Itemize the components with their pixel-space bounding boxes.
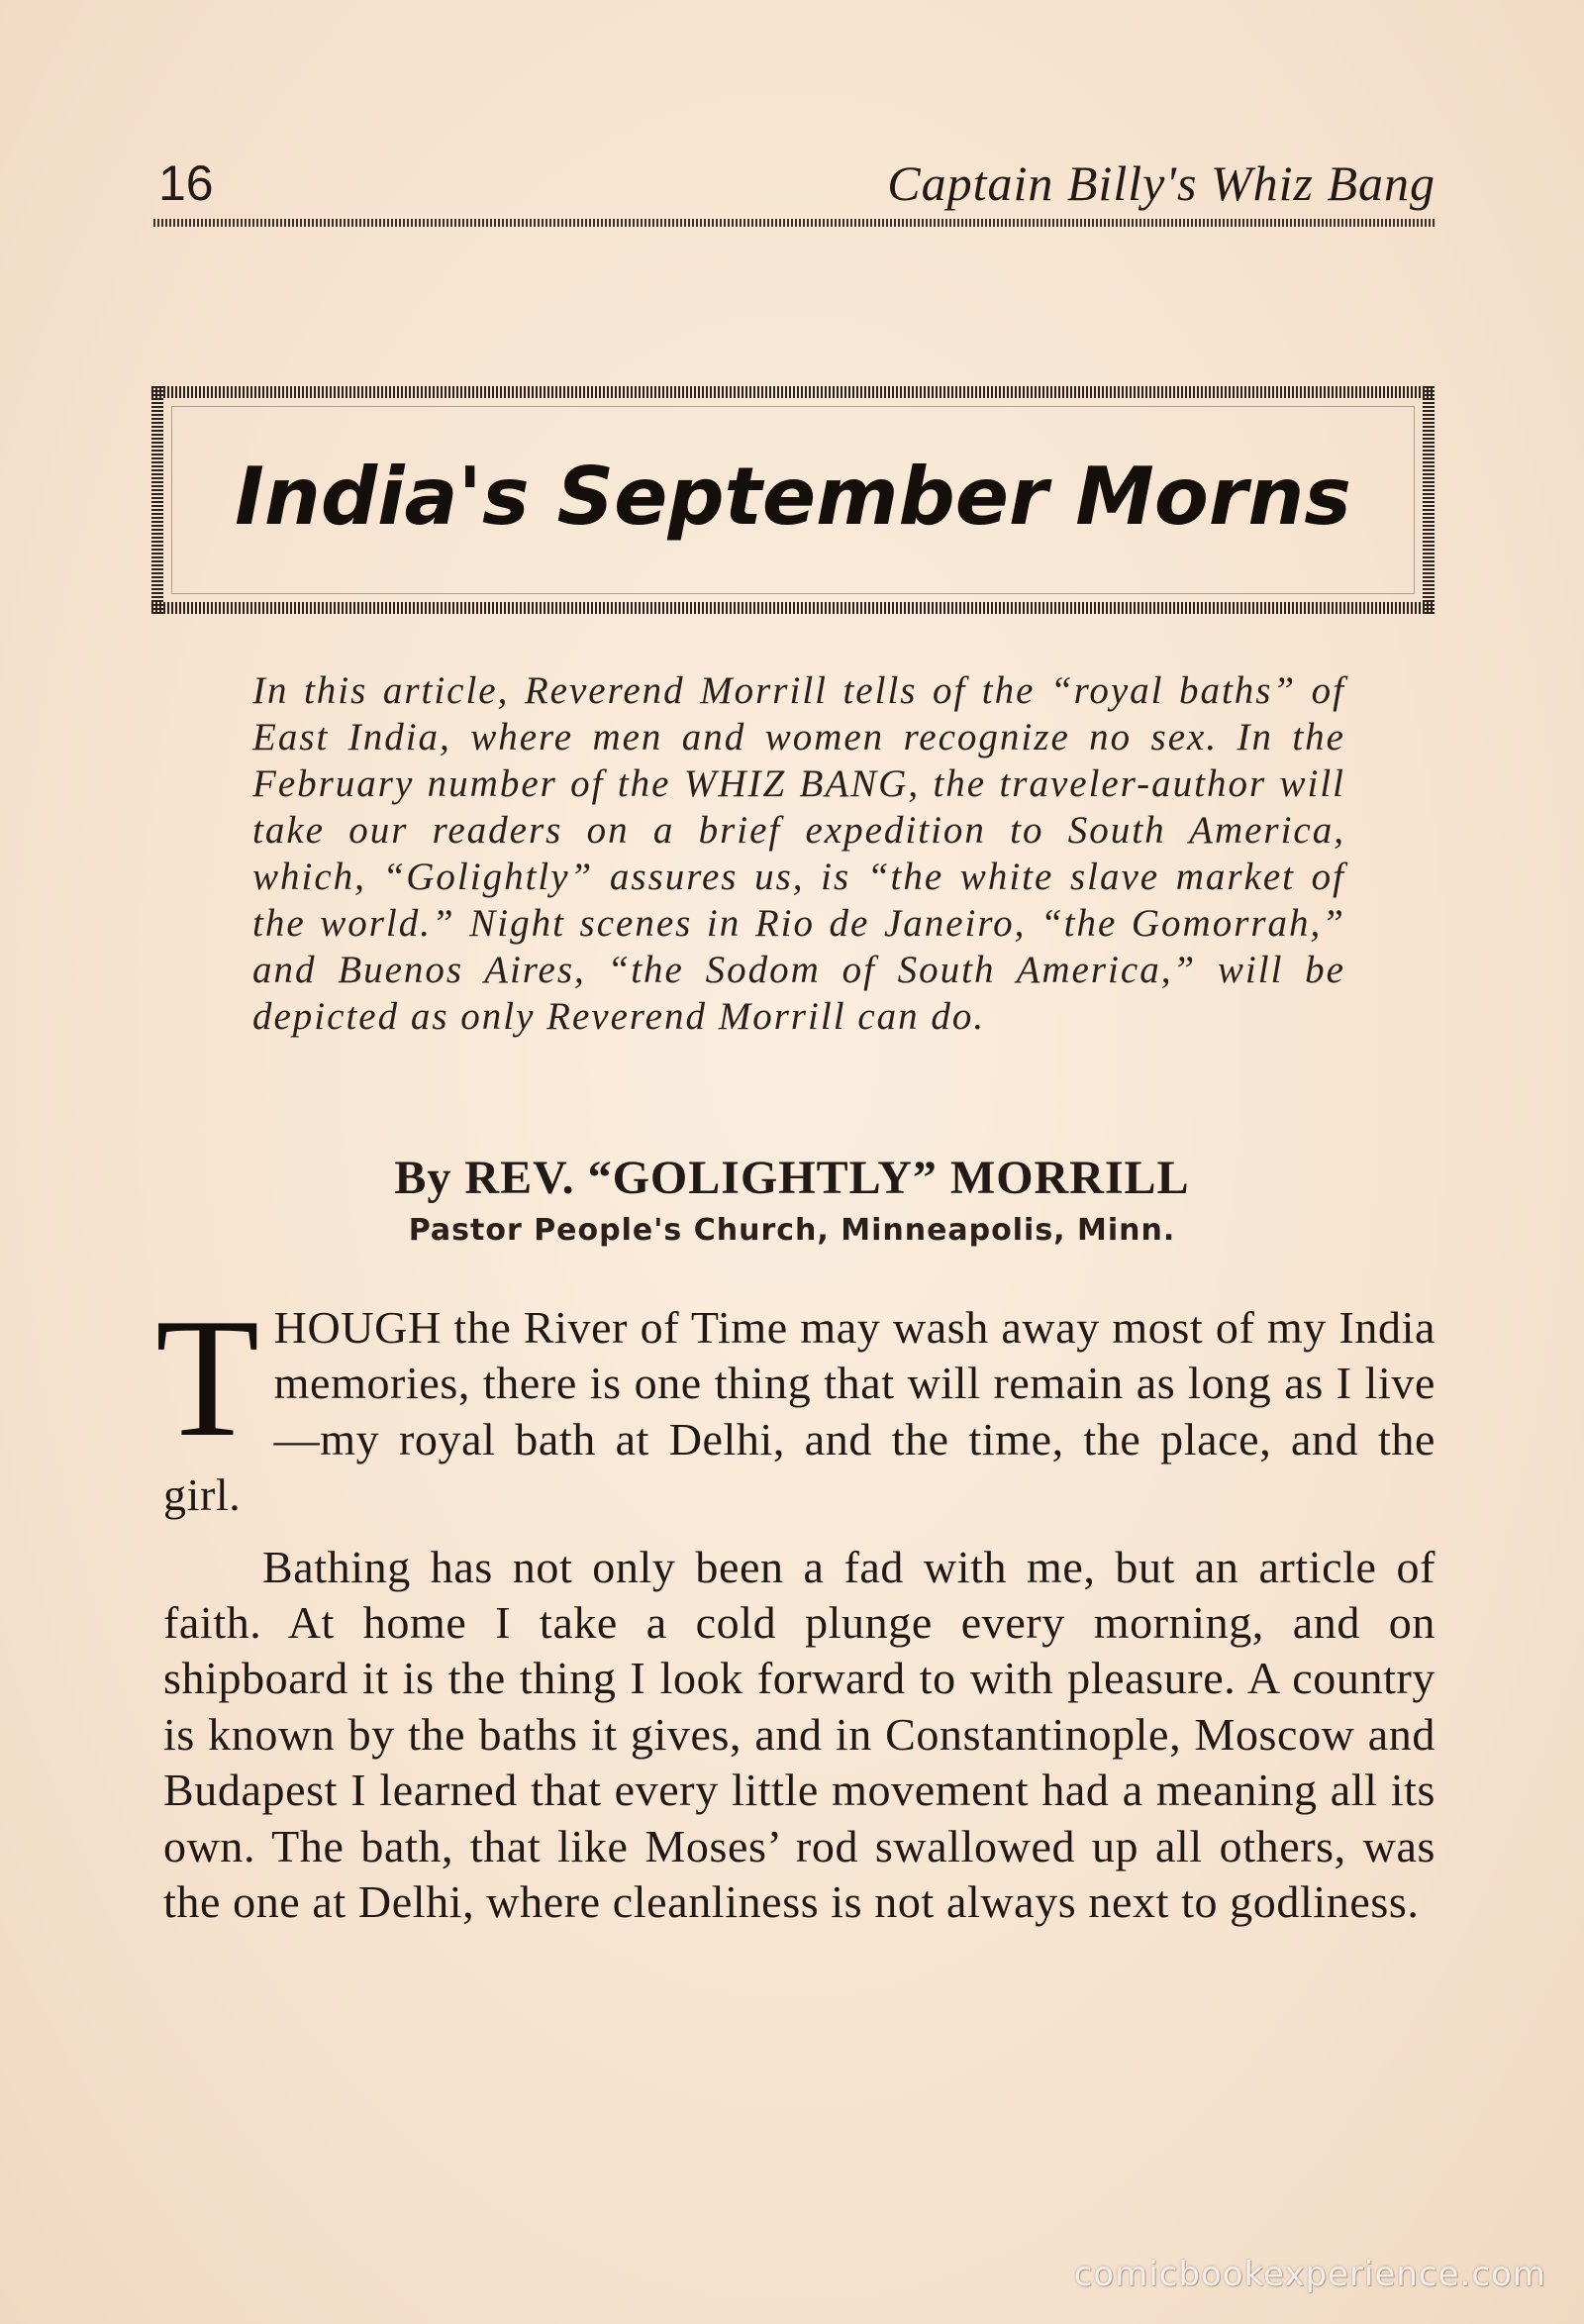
watermark: comicbookexperience.com [1073,2255,1546,2294]
drop-cap: T [155,1284,260,1472]
byline-affiliation: Pastor People's Church, Minneapolis, Minn. [408,1213,1176,1248]
article-intro: In this article, Reverend Morrill tells of the “royal baths” of East India, where men and women recognize no sex. In the February number of the WHIZ BANG, the traveler-author will take our readers on a brief expedition to South America, which, “Golightly” assures us, is “the white slave market of the world.” Night scenes in Rio de Janeiro, “the Gomorrah,” and Buenos Aires, “the Sodom of South America,” will be depicted as only Reverend Morrill can do. [252,669,1345,1038]
header-rule [153,219,1436,227]
body-paragraph-2: Bathing has not only been a fad with me, but an article of faith. At home I take a cold plunge every morning, and on shipboard it is the thing I look forward to with pleasure. A country is known by the baths it gives, and in Constantinople, Moscow and Budapest I learned that every little movement had a meaning all its own. The bath, that like Moses’ rod swallowed up all others, was the one at Delhi, where cleanliness is not always next to godliness. [163,1541,1436,1928]
article-body [155,1284,1436,1930]
body-paragraph-1 [155,1284,1436,1524]
title-box-border-top [151,386,1435,398]
page-number: 16 [158,155,214,211]
article-title: India's September Morns [235,451,1351,543]
byline: By REV. “GOLIGHTLY” MORRILL [394,1152,1190,1204]
running-header [158,153,1436,223]
title-box [151,386,1435,614]
title-box-border-bottom [151,602,1435,614]
body-paragraph-1-text: HOUGH the River of Time may wash away most of my India memories, there is one thing that will remain as long as I live—my royal bath at Delhi, and the time, the place, and the girl. [163,1302,1436,1521]
magazine-title: Captain Billy's Whiz Bang [887,155,1436,211]
